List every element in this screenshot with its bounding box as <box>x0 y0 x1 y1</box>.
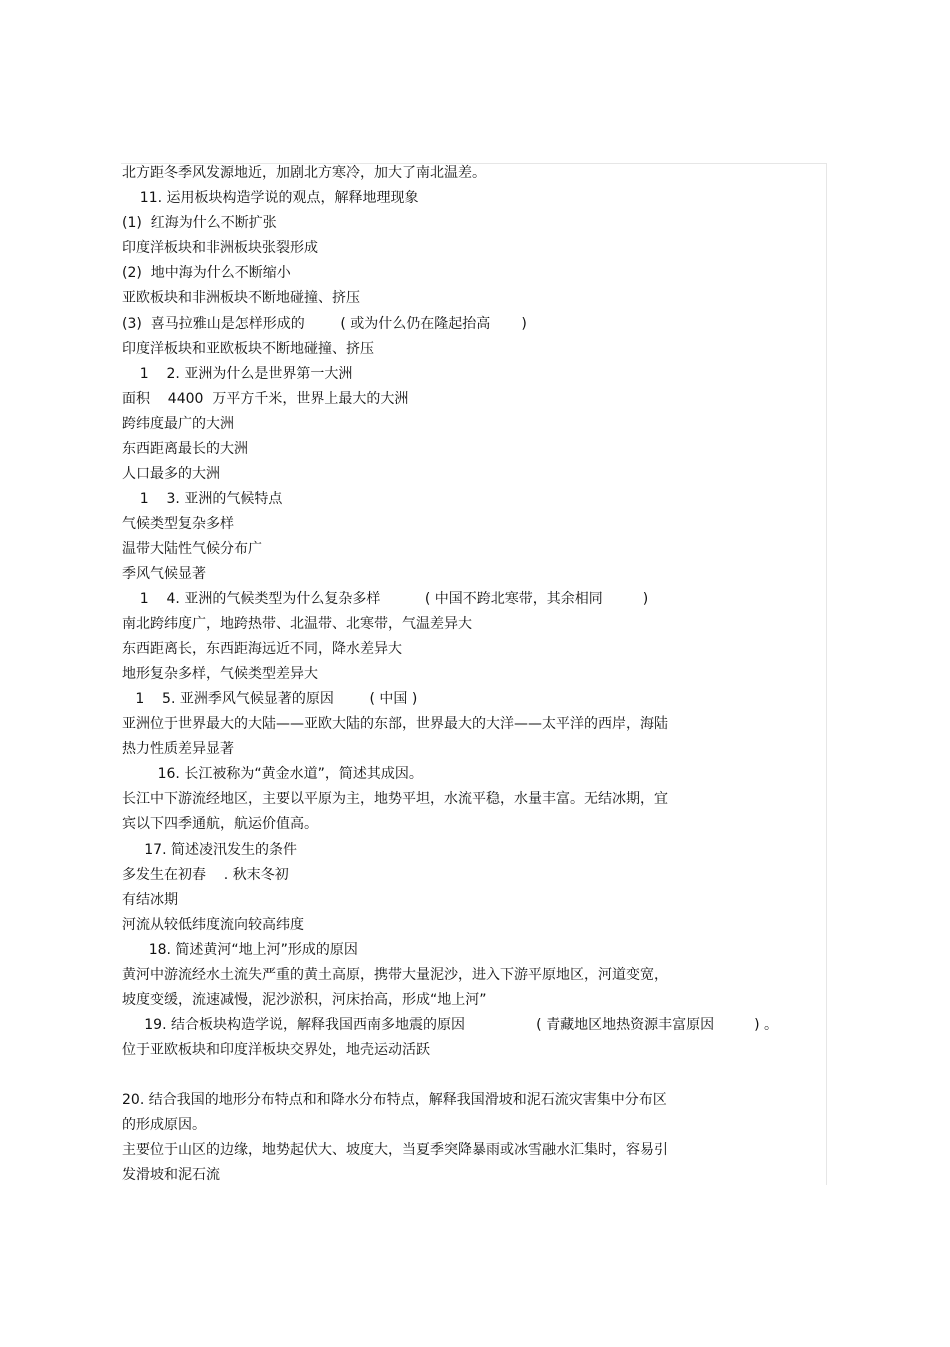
question-15: 1 5. 亚洲季风气候显著的原因 ( 中国 ) <box>122 691 418 707</box>
text-line: 亚洲位于世界最大的大陆——亚欧大陆的东部，世界最大的大洋——太平洋的西岸，海陆 <box>122 716 668 732</box>
text-line: 地形复杂多样，气候类型差异大 <box>122 666 318 682</box>
text-line: 主要位于山区的边缘，地势起伏大、坡度大，当夏季突降暴雨或冰雪融水汇集时，容易引 <box>122 1142 668 1158</box>
text-line: 位于亚欧板块和印度洋板块交界处，地壳运动活跃 <box>122 1042 430 1058</box>
question-20: 20. 结合我国的地形分布特点和和降水分布特点，解释我国滑坡和泥石流灾害集中分布区 <box>122 1092 667 1108</box>
text-line: 印度洋板块和亚欧板块不断地碰撞、挤压 <box>122 341 374 357</box>
question-12: 1 2. 亚洲为什么是世界第一大洲 <box>122 366 353 382</box>
text-line: 印度洋板块和非洲板块张裂形成 <box>122 240 318 256</box>
question-18: 18. 简述黄河“地上河”形成的原因 <box>122 942 358 958</box>
question-17: 17. 简述凌汛发生的条件 <box>122 842 297 858</box>
text-line: 热力性质差异显著 <box>122 741 234 757</box>
question-11: 11. 运用板块构造学说的观点，解释地理现象 <box>122 190 419 206</box>
text-line: 宾以下四季通航，航运价值高。 <box>122 816 318 832</box>
question-16: 16. 长江被称为“黄金水道”，简述其成因。 <box>122 766 423 782</box>
text-line: 坡度变缓，流速减慢，泥沙淤积，河床抬高，形成“地上河” <box>122 992 487 1008</box>
question-14: 1 4. 亚洲的气候类型为什么复杂多样 ( 中国不跨北寒带，其余相同 ) <box>122 591 649 607</box>
text-line: 河流从较低纬度流向较高纬度 <box>122 917 304 933</box>
text-line: 的形成原因。 <box>122 1117 206 1133</box>
text-line: 黄河中游流经水土流失严重的黄土高原，携带大量泥沙，进入下游平原地区，河道变宽， <box>122 967 668 983</box>
text-line: 东西距离长，东西距海远近不同，降水差异大 <box>122 641 402 657</box>
text-line: 人口最多的大洲 <box>122 466 220 482</box>
text-line: 气候类型复杂多样 <box>122 516 234 532</box>
text-line: 多发生在初春 . 秋末冬初 <box>122 867 289 883</box>
text-line: 季风气候显著 <box>122 566 206 582</box>
text-line: 温带大陆性气候分布广 <box>122 541 262 557</box>
text-line: 南北跨纬度广，地跨热带、北温带、北寒带，气温差异大 <box>122 616 472 632</box>
text-line: (3) 喜马拉雅山是怎样形成的 ( 或为什么仍在隆起抬高 ) <box>122 316 527 332</box>
text-line: 面积 4400 万平方千米，世界上最大的大洲 <box>122 391 409 407</box>
question-13: 1 3. 亚洲的气候特点 <box>122 491 283 507</box>
text-line: 东西距离最长的大洲 <box>122 441 248 457</box>
question-19: 19. 结合板块构造学说，解释我国西南多地震的原因 ( 青藏地区地热资源丰富原因 ) 。 <box>122 1017 779 1033</box>
text-line: (2) 地中海为什么不断缩小 <box>122 265 291 281</box>
text-line: 北方距冬季风发源地近，加剧北方寒冷，加大了南北温差。 <box>122 165 486 181</box>
text-line: 发滑坡和泥石流 <box>122 1167 220 1183</box>
text-line: (1) 红海为什么不断扩张 <box>122 215 277 231</box>
text-line: 有结冰期 <box>122 892 178 908</box>
text-line: 长江中下游流经地区，主要以平原为主，地势平坦，水流平稳，水量丰富。无结冰期，宜 <box>122 791 668 807</box>
text-line: 亚欧板块和非洲板块不断地碰撞、挤压 <box>122 290 360 306</box>
text-line: 跨纬度最广的大洲 <box>122 416 234 432</box>
